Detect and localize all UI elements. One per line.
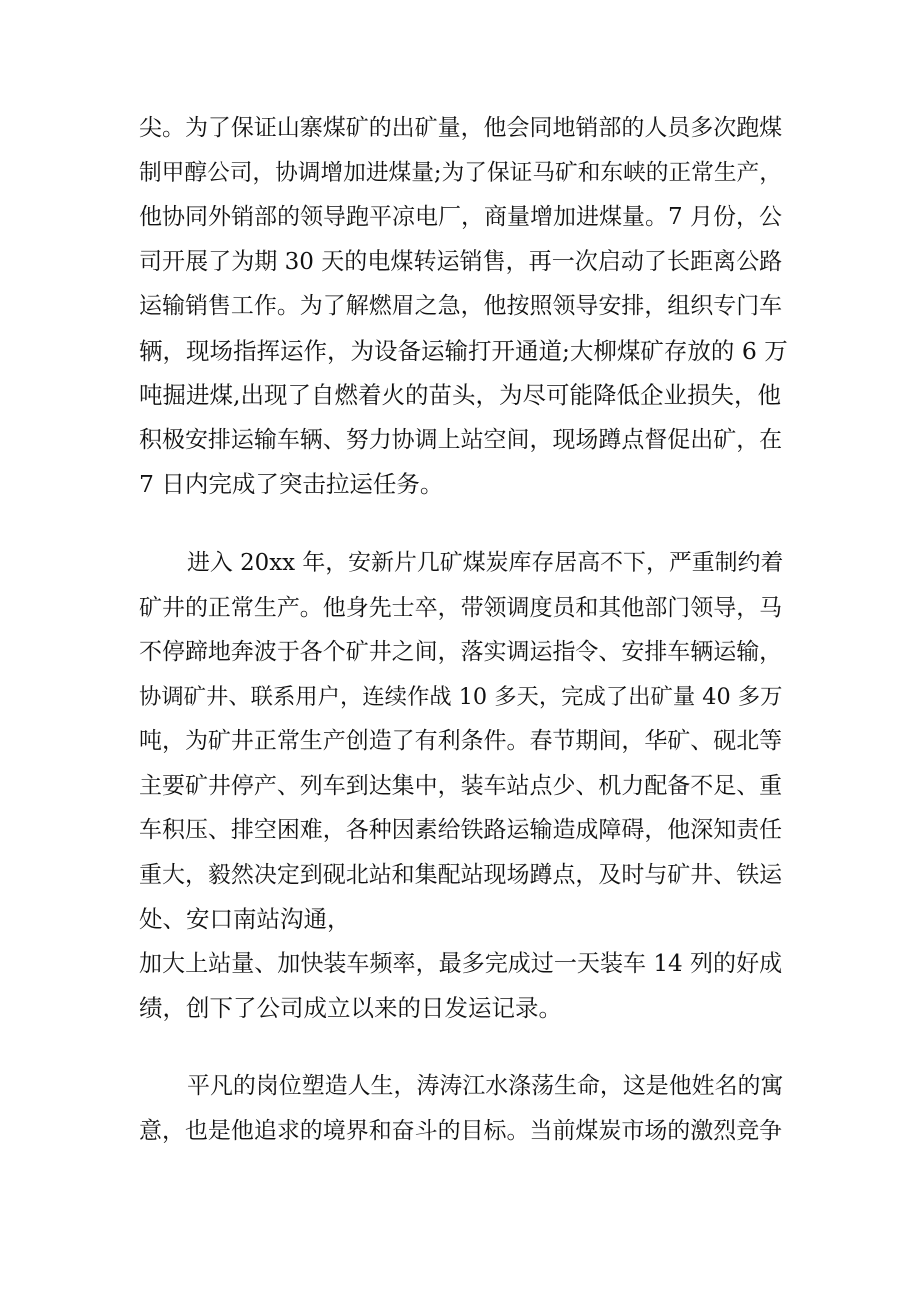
paragraph-2	[139, 541, 789, 1031]
paragraph-line: 意，也是他追求的境界和奋斗的目标。当前煤炭市场的激烈竞争	[139, 1117, 783, 1144]
paragraph-line: 车积压、排空困难，各种因素给铁路运输造成障碍，他深知责任	[139, 817, 783, 843]
paragraph-line: 绩，创下了公司成立以来的日发运记录。	[139, 994, 562, 1022]
paragraph-line: 加大上站量、加快装车频率，最多完成过一天装车 14 列的好成	[139, 950, 783, 977]
paragraph-line: 矿井的正常生产。他身先士卒，带领调度员和其他部门领导，马	[139, 594, 783, 621]
paragraph-line: 司开展了为期 30 天的电煤转运销售，再一次启动了长距离公路	[139, 248, 783, 275]
paragraph-line: 吨，为矿井正常生产创造了有利条件。春节期间，华矿、砚北等	[139, 728, 783, 754]
paragraph-line: 处、安口南站沟通，	[139, 905, 351, 933]
paragraph-line: 尖。为了保证山寨煤矿的出矿量，他会同地销部的人员多次跑煤	[139, 115, 783, 141]
paragraph-line: 运输销售工作。为了解燃眉之急，他按照领导安排，组织专门车	[139, 293, 783, 319]
paragraph-line: 制甲醇公司，协调增加进煤量;为了保证马矿和东峡的正常生产，	[139, 159, 782, 186]
paragraph-line: 不停蹄地奔波于各个矿井之间，落实调运指令、安排车辆运输，	[139, 639, 783, 665]
paragraph-line: 平凡的岗位塑造人生，涛涛江水涤荡生命，这是他姓名的寓	[187, 1073, 784, 1099]
paragraph-line: 进入 20xx 年，安新片几矿煤炭库存居高不下，严重制约着	[187, 550, 784, 576]
paragraph-1	[139, 106, 789, 507]
paragraph-line: 辆，现场指挥运作，为设备运输打开通道;大柳煤矿存放的 6 万	[139, 336, 788, 365]
paragraph-line: 积极安排运输车辆、努力协调上站空间，现场蹲点督促出矿，在	[139, 426, 783, 453]
paragraph-line: 主要矿井停产、列车到达集中，装车站点少、机力配备不足、重	[139, 772, 783, 799]
paragraph-line: 他协同外销部的领导跑平凉电厂，商量增加进煤量。7 月份，公	[139, 204, 782, 230]
paragraph-line: 协调矿井、联系用户，连续作战 10 多天，完成了出矿量 40 多万	[139, 683, 783, 710]
paragraph-line: 7 日内完成了突击拉运任务。	[139, 470, 444, 498]
paragraph-3	[139, 1064, 789, 1153]
paragraph-line: 吨掘进煤,出现了自燃着火的苗头，为尽可能降低企业损失，他	[139, 381, 781, 409]
paragraph-line: 重大，毅然决定到砚北站和集配站现场蹲点，及时与矿井、铁运	[139, 861, 783, 888]
